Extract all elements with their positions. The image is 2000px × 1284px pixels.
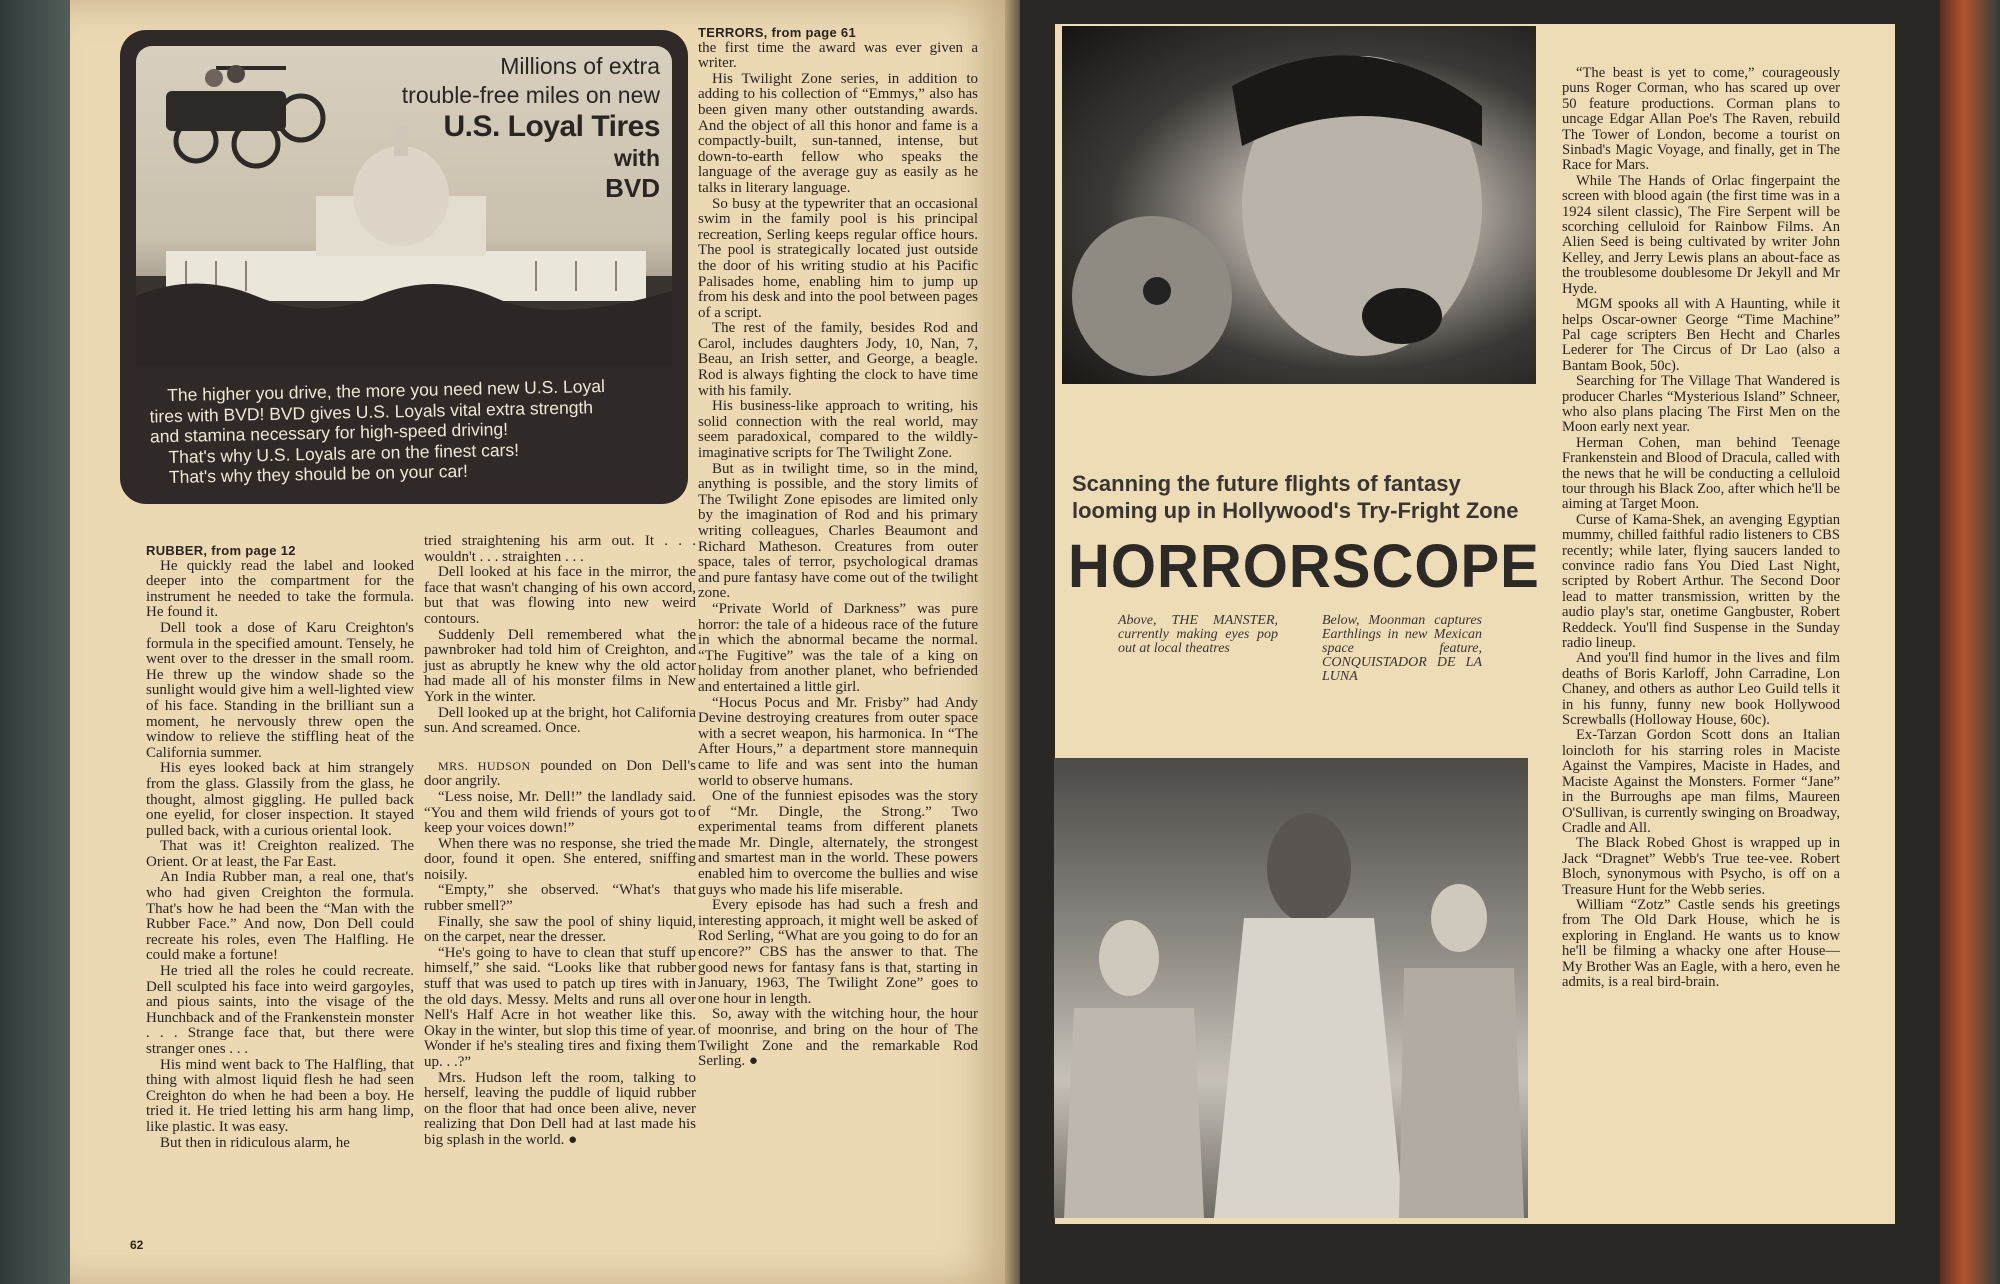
conquistador-de-la-luna-photo [1054, 758, 1528, 1218]
paragraph: Dell looked up at the bright, hot California sun. And screamed. Once. [424, 704, 696, 737]
paragraph: the first time the award was ever given a writer. [698, 39, 978, 72]
paragraph: His eyes looked back at him strangely from the glass. Glassily from the glass, he thought, almost giggling. He pulled back one eyelid, for closer inspection. It stayed pulled back, with a curious oriental look. [146, 760, 414, 839]
paragraph: So busy at the typewriter that an occasional swim in the family pool is his principal recreation, Serling keeps regular office hours. The pool is strategically located just outside the door of his writing studio at his Pacific Palisades home, enabling him to jump up from his desk and into the pool between pages of a script. [698, 195, 978, 321]
ad-body-line: and stamina necessary for high-speed driving! [149, 418, 509, 447]
paragraph: His business-like approach to writing, his solid connection with the real world, may seem paradoxical, compared to the wildly-imaginative scripts for The Twilight Zone. [698, 398, 978, 462]
paragraph: William “Zotz” Castle sends his greetings from The Old Dark House, which he is exploring in England. He wants us to know he'll be filming a whacky one after House—My Brother Was an Eagle, with a hero, even he admits, is a real bird-brain. [1562, 896, 1840, 990]
paragraph: His Twilight Zone series, in addition to adding to his collection of “Emmys,” also has been given many other outstanding awards. And the object of all this honor and fame is a compactly-built, sun-tanned, intense, but down-to-earth fellow who speaks the language of the average guy as easily as he talks in literary language. [698, 70, 978, 196]
page-number: 62 [130, 1238, 144, 1252]
article-subheading [1072, 470, 1518, 524]
rubber-column-2 [424, 534, 696, 1149]
paragraph: Suddenly Dell remembered what the pawnbroker had told him of Creighton, and just as abruptly he knew why the old actor had made all of his monster films in New York in the winter. [424, 626, 696, 705]
subheading-line: looming up in Hollywood's Try-Fright Zone [1072, 498, 1519, 523]
paragraph: But then in ridiculous alarm, he [160, 1134, 350, 1151]
paragraph: But as in twilight time, so in the mind, anything is possible, and the story limits of The Twilight Zone episodes are limited only by the imagination of Rod and his primary writing colleagues, Charles Beaumont and Richard Matheson. Creatures from outer space, tales of terror, psychological dramas and pure fantasy have come out of the twilight zone. [698, 460, 978, 602]
paragraph: And you'll find humor in the lives and film deaths of Boris Karloff, John Carradine, Lon Chaney, and others as author Leo Guild tells it in his funny, funny new book Hollywood Screwballs (Holloway House, 60c). [1562, 650, 1840, 729]
ad-brand-name: U.S. Loyal Tires [443, 110, 660, 143]
rubber-continuation-heading: RUBBER, from page 12 [146, 543, 296, 558]
paragraph: Curse of Kama-Shek, an avenging Egyptian mummy, chilled faithful radio listeners to CBS recently; while later, flying saucers landed to convince radio fans You Died Last Night, scripted by Robert Arthur. The Second Door lead to matter transmission, written by the audio play's star, onetime Gangbuster, Robert Reddeck. You'll find Suspense in the Sunday radio lineup. [1562, 511, 1840, 652]
horrorscope-column [1562, 66, 1840, 990]
terrors-continuation-heading: TERRORS, from page 61 [698, 25, 856, 40]
manster-photo [1062, 26, 1536, 384]
screaming-face-illustration [1062, 26, 1536, 384]
ad-headline-line: with [614, 145, 660, 171]
page-edge-stack [1940, 0, 2000, 1284]
tire-advertisement [120, 30, 688, 504]
paragraph: So, away with the witching hour, the hour of moonrise, and bring on the hour of The Twilight Zone and the remarkable Rod Serling. ● [698, 1006, 978, 1070]
paragraph: That was it! Creighton realized. The Orient. Or at least, the Far East. [146, 838, 414, 870]
paragraph: “Empty,” she observed. “What's that rubber smell?” [424, 882, 696, 915]
paragraph: His mind went back to The Halfling, that thing with almost liquid flesh he had seen Creighton do when he had been a boy. He tried it. He tried letting his arm hang limp, like plastic. It was easy. [146, 1056, 414, 1135]
ad-body-line: That's why U.S. Loyals are on the finest cars! [168, 439, 520, 467]
paragraph: One of the funniest episodes was the story of “Mr. Dingle, the Strong.” Two experimental teams from different planets made Mr. Dingle, alternately, the strongest and smartest man in the world. These powers enabled him to overcome the bullies and wise guys who made his life miserable. [698, 788, 978, 898]
terrors-column [698, 25, 978, 1070]
paragraph: tried straightening his arm out. It . . . wouldn't . . . straighten . . . [424, 533, 696, 565]
paragraph: The rest of the family, besides Rod and Carol, includes daughters Jody, 10, Nan, 7, Beau, an Irish setter, and George, a beagle. Rod is always fighting the clock to have time with his family. [698, 320, 978, 399]
mrs-hudson-lead: MRS. HUDSON [438, 758, 531, 773]
paragraph: Herman Cohen, man behind Teenage Frankenstein and Blood of Dracula, called with the news that he will be conducting a celluloid tour through his Black Zoo, after which he'll be aiming at Target Moon. [1562, 434, 1840, 513]
paragraph: Ex-Tarzan Gordon Scott dons an Italian loincloth for his starring roles in Maciste Against the Vampires, Maciste in Hades, and Maciste Against the Monsters. Former “Jane” in the Burroughs ape man films, Maureen O'Sullivan, is currently swinging on Broadway, Cradle and All. [1562, 727, 1840, 836]
article-title: HORRORSCOPE [1068, 532, 1540, 601]
paragraph: Dell took a dose of Karu Creighton's formula in the specified amount. Tensely, he went over to the dresser in the small room. He threw up the window shade so the sunlight would give him a well-lighted view of his face. Standing in the brilliant sun a moment, he nervously threw open the window to relieve the stiffling heat of the California summer. [146, 619, 414, 761]
paragraph: Searching for The Village That Wandered is producer Charles “Mysterious Island” Schneer, who also plans placing The First Men on the Moon early next year. [1562, 373, 1840, 436]
moonman-scene-illustration [1054, 758, 1528, 1218]
ad-body-line: The higher you drive, the more you need new U.S. Loyal [166, 375, 606, 406]
paragraph: “Private World of Darkness” was pure horror: the tale of a hideous race of the future in which the abnormal became the normal. “The Fugitive” was the tale of a king on holiday from another planet, who befriended and entertained a little girl. [698, 600, 978, 695]
paragraph: Finally, she saw the pool of shiny liquid, on the carpet, near the dresser. [424, 913, 696, 946]
paragraph: pounded on Don Dell's door angrily. [424, 757, 697, 790]
paragraph: Dell looked at his face in the mirror, the face that wasn't changing of his own accord, but that was flowing into new weird contours. [424, 564, 696, 627]
paragraph: Mrs. Hudson left the room, talking to herself, leaving the puddle of liquid rubber on the floor that had once been alive, never realizing that Don Dell had at last made his big splash in the world. ● [424, 1069, 696, 1148]
paragraph: The Black Robed Ghost is wrapped up in Jack “Dragnet” Webb's True tee-vee. Robert Bloch, synonymous with Psycho, is off on a Treasure Hunt for the Webb series. [1562, 835, 1840, 898]
ad-body-line: That's why they should be on your car! [168, 460, 469, 488]
ad-headline [402, 52, 660, 203]
model-t-car-icon [166, 65, 323, 166]
ad-body-copy [149, 375, 671, 488]
ad-headline-line: Millions of extra [500, 53, 660, 79]
paragraph: Every episode has had such a fresh and interesting approach, it might well be asked of Rod Serling, “What are you going to do for an encore?” CBS has the answer to that. The good news for fantasy fans is that, starting in January, 1963, The Twilight Zone” goes to one hour in length. [698, 897, 978, 1007]
paragraph: He quickly read the label and looked deeper into the compartment for the instrument he needed to take the formula. He found it. [146, 557, 414, 621]
paragraph: MGM spooks all with A Haunting, while it helps Oscar-owner George “Time Machine” Pal cage scripters Ben Hecht and Charles Lederer for The Circus of Dr Lao (also a Bantam Book, 50c). [1562, 296, 1840, 374]
paragraph: “Hocus Pocus and Mr. Frisby” had Andy Devine destroying creatures from outer space with a secret weapon, his harmonica. In “The After Hours,” a department store mannequin came to life and was sent into the human world to observe humans. [698, 694, 978, 789]
paragraph: “He's going to have to clean that stuff up himself,” she said. “Looks like that rubber stuff that was used to patch up tires with in the old days. Messy. Melts and runs all over Nell's Half Acre in hot weather like this. Okay in the winter, but slop this time of year. Wonder if he's stealing tires and fixing them up. . .?” [424, 944, 696, 1070]
ad-body-line: tires with BVD! BVD gives U.S. Loyals vital extra strength [149, 396, 594, 426]
ad-bvd-label: BVD [605, 173, 660, 203]
caption-above: Above, THE MANSTER, currently making eyes pop out at local theatres [1118, 613, 1278, 656]
paragraph: An India Rubber man, a real one, that's who had given Creighton the formula. That's how he had been the “Man with the Rubber Face.” And now, Don Dell could recreate his roles, even The Halfling. He could make a fortune! [146, 869, 414, 964]
paragraph: “Less noise, Mr. Dell!” the landlady said. “You and them wild friends of yours got to keep your voices down!” [424, 788, 696, 837]
paragraph: When there was no response, she tried the door, found it open. She entered, sniffing noisily. [424, 835, 696, 883]
ad-headline-line: trouble-free miles on new [401, 82, 660, 108]
rubber-column-1 [146, 543, 414, 1151]
scan-background [0, 0, 75, 1284]
subheading-line: Scanning the future flights of fantasy [1072, 471, 1461, 496]
paragraph: He tried all the roles he could recreate. Dell sculpted his face into weird gargoyles, and pious saints, into the visage of the Hunchback and of the Frankenstein monster . . . Strange face that, but there were stranger ones . . . [146, 963, 414, 1057]
caption-below: Below, Moonman captures Earthlings in new Mexican space feature, CONQUISTADOR DE LA LUNA [1322, 613, 1482, 684]
paragraph: While The Hands of Orlac fingerpaint the screen with blood again (the first time was in a 1924 silent classic), The Fire Serpent will be scorching celluloid for Rainbow Films. An Alien Seed is being cultivated by writer John Kelley, and Jerry Lewis plans an about-face as the troublesome doublesome Dr Jekyll and Mr Hyde. [1562, 172, 1840, 297]
paragraph: “The beast is yet to come,” courageously puns Roger Corman, who has scared up over 50 feature productions. Corman plans to uncage Edgar Allan Poe's The Raven, rebuild The Tower of London, become a tourist on Sinbad's Magic Voyage, and finally, get in The Race for Mars. [1562, 65, 1840, 174]
